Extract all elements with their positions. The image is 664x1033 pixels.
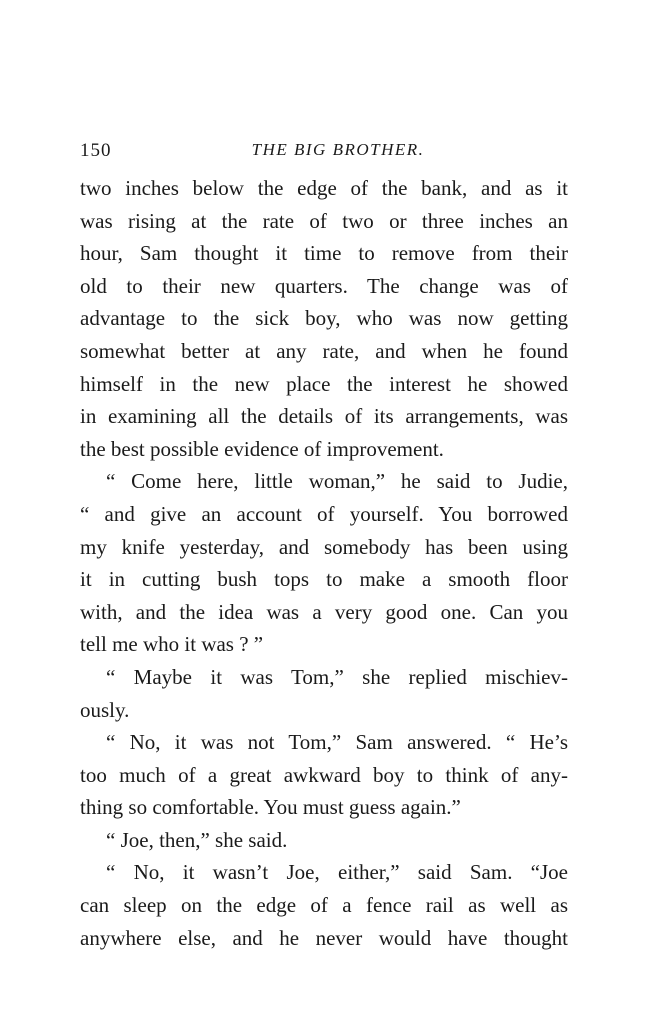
- running-head: [80, 140, 568, 164]
- text-line: can sleep on the edge of a fence rail as well as: [80, 893, 568, 918]
- text-line: my knife yesterday, and somebody has been using: [80, 534, 568, 559]
- text-line: the best possible evidence of improvement.: [80, 436, 444, 461]
- text-line: in examining all the details of its arrangements, was: [80, 404, 568, 429]
- text-line: ously.: [80, 697, 130, 722]
- text-line: “ Maybe it was Tom,” she replied mischiev-: [106, 664, 568, 689]
- running-title: THE BIG BROTHER.: [251, 140, 425, 159]
- text-line: himself in the new place the interest he showed: [80, 371, 568, 396]
- text-line: “ No, it was not Tom,” Sam answered. “ He’s: [106, 730, 568, 755]
- page-number: 150: [80, 140, 112, 161]
- text-line: old to their new quarters. The change was of: [80, 273, 568, 298]
- text-line: advantage to the sick boy, who was now getting: [80, 306, 568, 331]
- text-line: “ No, it wasn’t Joe, either,” said Sam. “Joe: [106, 860, 568, 885]
- text-line: “ and give an account of yourself. You borrowed: [80, 501, 568, 526]
- text-line: “ Joe, then,” she said.: [106, 827, 288, 852]
- text-line: was rising at the rate of two or three inches an: [80, 208, 568, 233]
- text-line: two inches below the edge of the bank, and as it: [80, 176, 568, 200]
- text-line: it in cutting bush tops to make a smooth floor: [80, 567, 568, 592]
- text-line: with, and the idea was a very good one. Can you: [80, 599, 568, 624]
- text-line: thing so comfortable. You must guess again.”: [80, 795, 461, 820]
- text-line: “ Come here, little woman,” he said to Judie,: [106, 469, 568, 494]
- text-line: tell me who it was ? ”: [80, 632, 264, 657]
- text-line: too much of a great awkward boy to think of any-: [80, 762, 568, 787]
- text-line: hour, Sam thought it time to remove from their: [80, 241, 568, 266]
- text-line: somewhat better at any rate, and when he found: [80, 338, 568, 363]
- body-text: [80, 172, 568, 954]
- text-line: anywhere else, and he never would have thought: [80, 925, 568, 950]
